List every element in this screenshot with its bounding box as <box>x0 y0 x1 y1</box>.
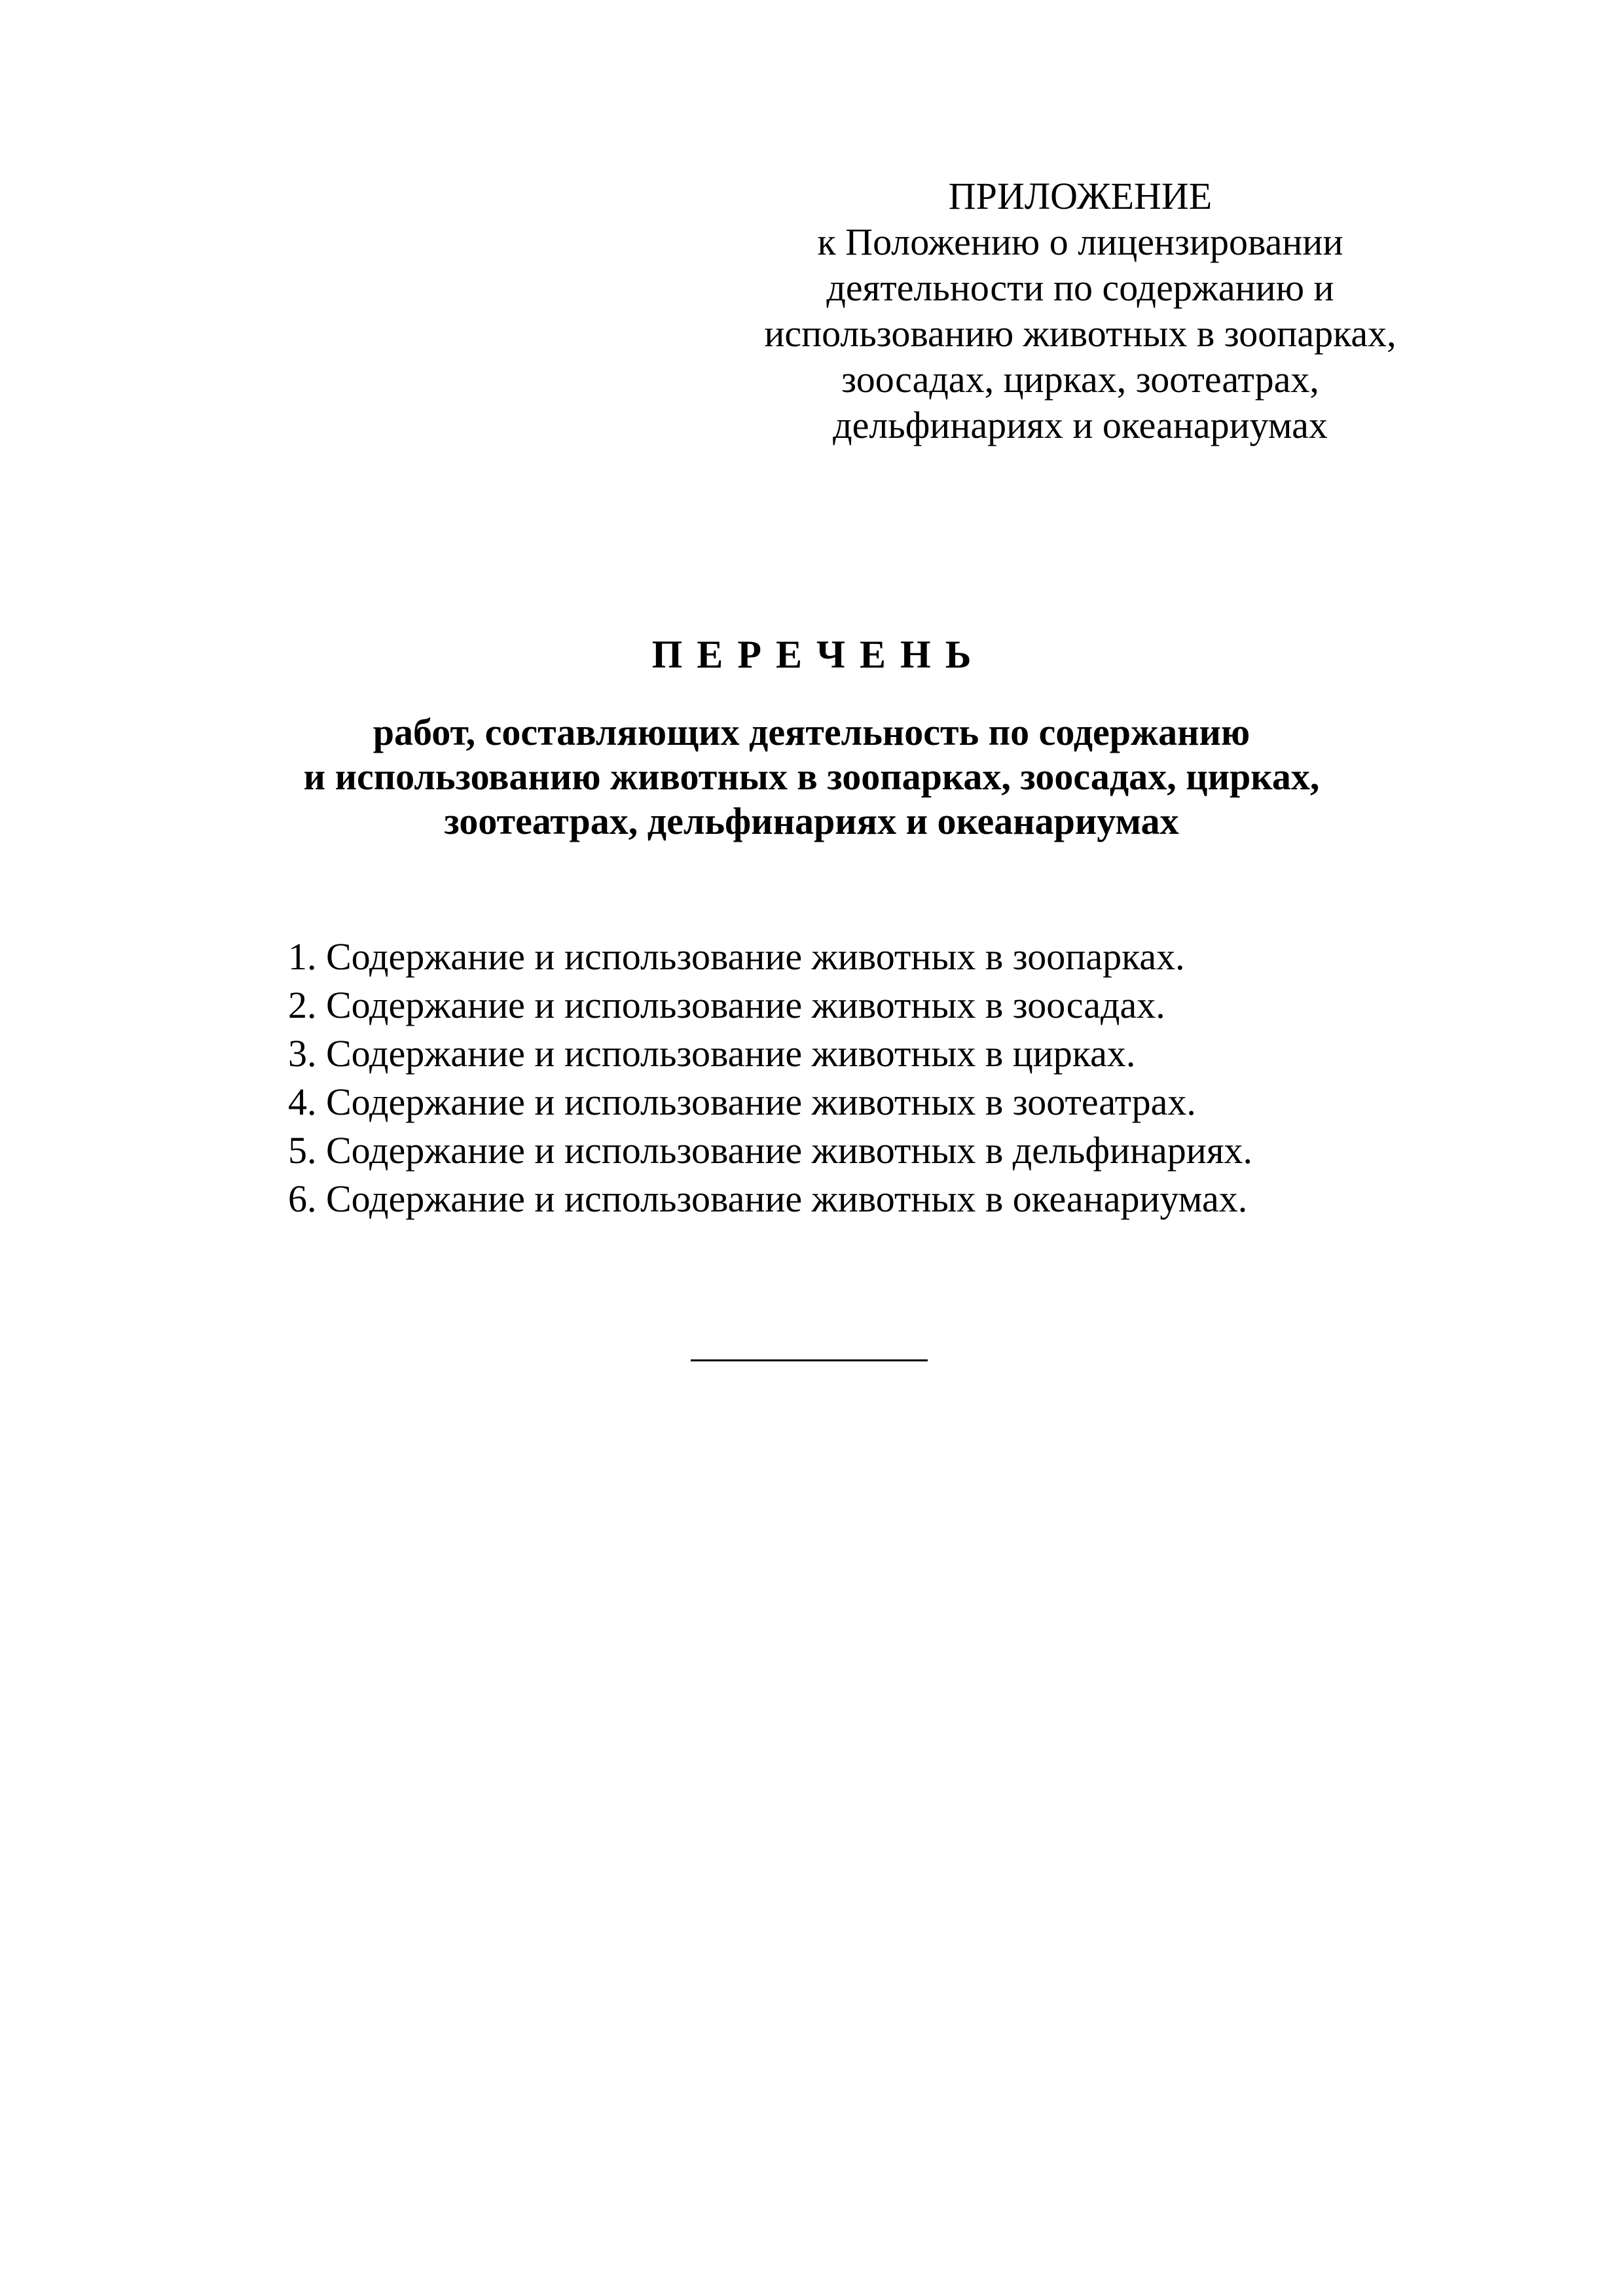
appendix-line: деятельности по содержанию и <box>826 266 1334 309</box>
list-item: 2. Содержание и использование животных в зоосадах. <box>288 984 1165 1026</box>
appendix-block <box>759 173 1401 448</box>
appendix-line: дельфинариях и океанариумах <box>833 404 1328 446</box>
subtitle-line: работ, составляющих деятельность по содержанию <box>373 711 1250 753</box>
appendix-heading: ПРИЛОЖЕНИЕ <box>948 175 1213 217</box>
title-block <box>0 628 1623 844</box>
list-item: 1. Содержание и использование животных в зоопарках. <box>288 935 1185 978</box>
list-item: 6. Содержание и использование животных в океанариумах. <box>288 1177 1248 1220</box>
appendix-line: использованию животных в зоопарках, <box>764 312 1396 355</box>
subtitle-line: зоотеатрах, дельфинариях и океанариумах <box>444 800 1179 842</box>
end-divider <box>691 1359 928 1361</box>
work-list <box>288 933 1252 1223</box>
appendix-line: к Положению о лицензировании <box>817 221 1343 263</box>
subtitle-line: и использованию животных в зоопарках, зоосадах, цирках, <box>303 755 1320 798</box>
document-title: ПЕРЕЧЕНЬ <box>651 633 986 676</box>
list-item: 4. Содержание и использование животных в зоотеатрах. <box>288 1081 1196 1123</box>
list-item: 5. Содержание и использование животных в дельфинариях. <box>288 1129 1252 1172</box>
list-item: 3. Содержание и использование животных в цирках. <box>288 1032 1136 1075</box>
appendix-line: зоосадах, цирках, зоотеатрах, <box>841 358 1319 401</box>
document-subtitle <box>0 710 1623 844</box>
